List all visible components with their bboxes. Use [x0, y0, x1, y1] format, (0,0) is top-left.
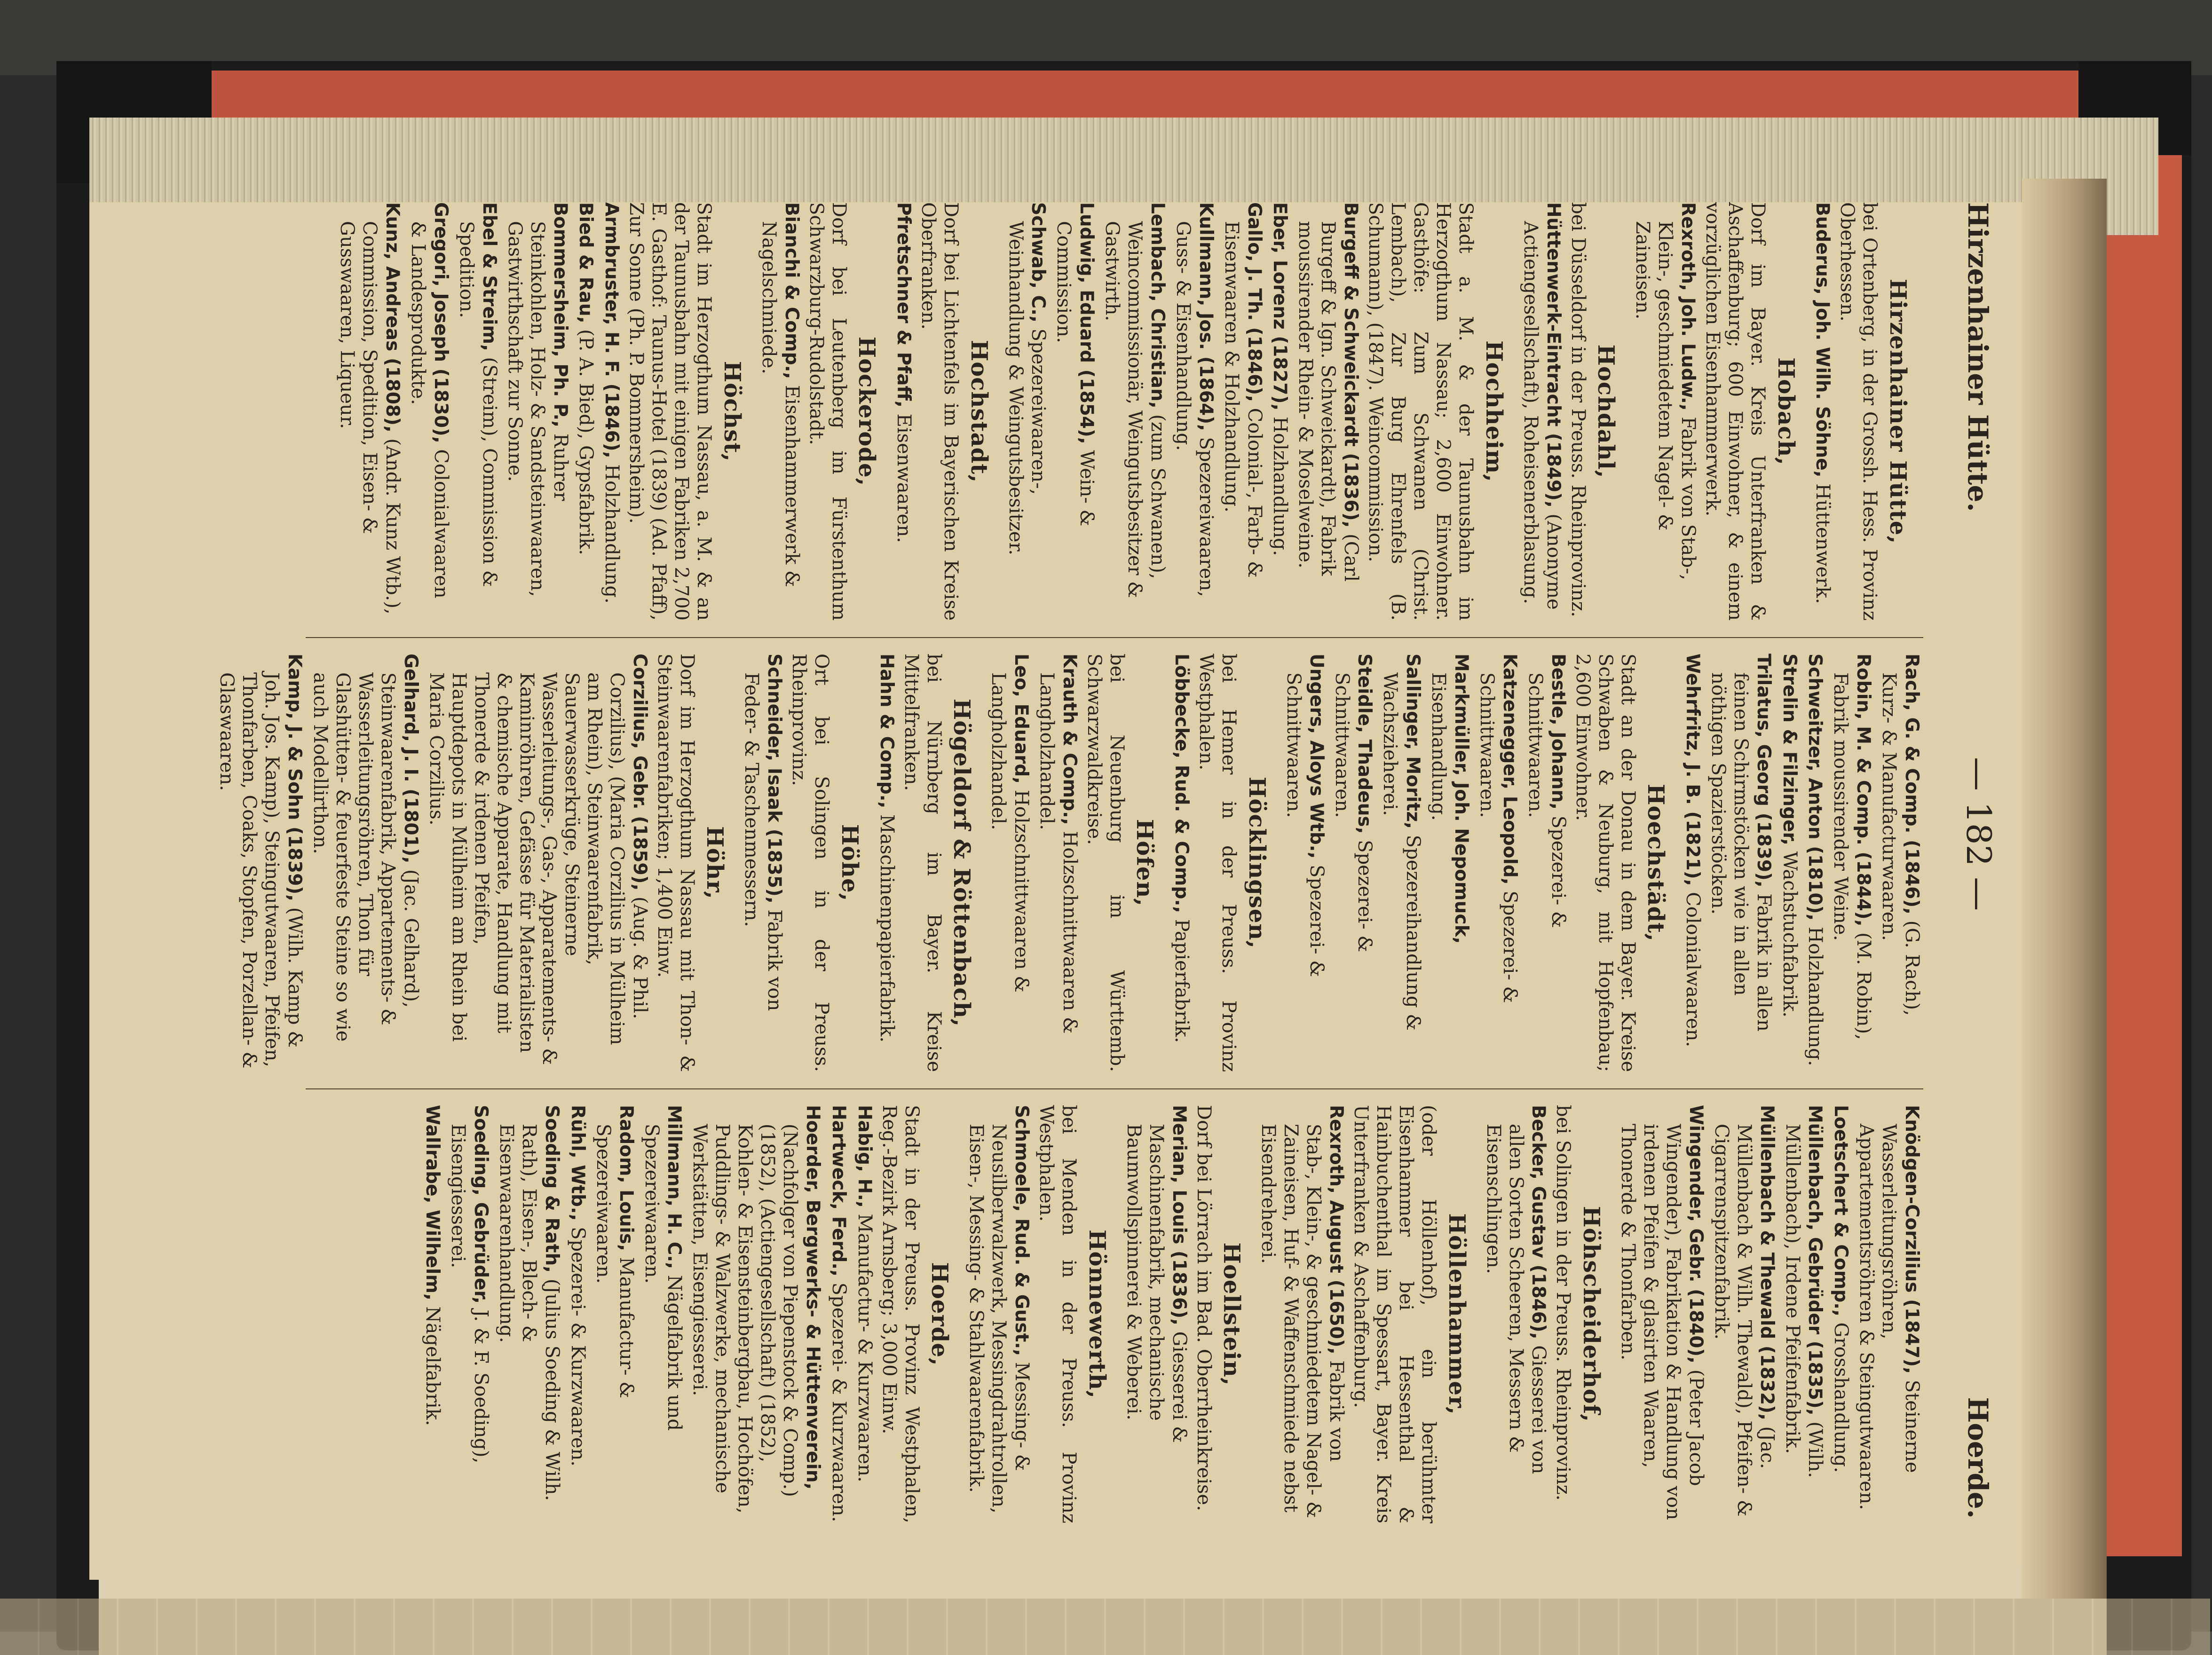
directory-entry: [1122, 1105, 1191, 1523]
page-number: — 182 —: [1959, 757, 1999, 911]
entry-text: (Julius Soeding & Wilh. Rath), Eisen-, Blech- & Eisenwaarenhandlung.: [496, 1124, 563, 1501]
entry-text: Holzhandlung.: [1804, 921, 1826, 1066]
entry-name: Schmoele, Rud. & Gust.,: [1011, 1105, 1033, 1356]
entry-text: Nägelfabrik.: [422, 1300, 444, 1426]
printed-text-area: [155, 202, 2017, 1556]
entry-text: Fabrik von Stab-, Klein-, geschmiedetem Nagel- & Zaineisen.: [1632, 221, 1699, 581]
place-description: Dorf im Bayer. Kreis Unterfranken & Aschaffenburg; 600 Einwohner, & einem vorzüglichen Eisenhammerwerk.: [1702, 202, 1769, 621]
entry-text: (Nachfolger von Piepenstock & Comp.) (1852), (Actiengesellschaft) (1852), Kohlen- & Eisensteinbergbau, Hochöfen, Puddlings- & Walzwerke, mechanische Werkstätten, Eisengiesserei.: [689, 1124, 801, 1514]
directory-entry: [827, 1105, 850, 1523]
directory-entry: [309, 654, 422, 1072]
entry-text: (Wilh. Kamp & Joh. Jos. Kamp), Steingutwaaren, Pfeifen, Thonfarben, Coaks, Stopfen, Porzellan- & Glaswaaren.: [216, 672, 306, 1069]
entry-text: (zum Schwanen), Weincommissionär, Weingutsbesitzer & Gastwirth.: [1101, 221, 1169, 598]
entry-text: Giesserei von allen Sorten Scheeren, Messern & Eisenschlingen.: [1482, 1124, 1550, 1474]
directory-entry: [495, 1105, 563, 1523]
entry-text: Wachstuchfabrik.: [1778, 845, 1801, 1017]
directory-entry: [1004, 202, 1050, 621]
entry-text: (M. Robin), Fabrik moussirender Weine.: [1830, 672, 1875, 1040]
place-description: bei Menden in der Preuss. Provinz Westphalen.: [1035, 1105, 1080, 1523]
directory-entry: [1519, 202, 1565, 621]
entry-name: Knödgen-Corzilius (1847),: [1901, 1105, 1922, 1374]
header-left-keyword: Hirzenhainer Hütte.: [1962, 202, 1994, 512]
entry-name: Gregori, Joseph (1830),: [430, 202, 452, 443]
directory-entry: [1476, 654, 1521, 1072]
text-column-3: [419, 1105, 1923, 1523]
text-column-2: [213, 654, 1924, 1072]
entry-name: Bied & Rau,: [575, 202, 597, 323]
directory-entry: [740, 654, 786, 1072]
place-heading: Hochdahl,: [1593, 344, 1620, 479]
directory-entry: [421, 1105, 444, 1523]
entry-name: Wallrabe, Wilhelm,: [422, 1105, 443, 1300]
directory-entry: [1681, 654, 1704, 1072]
directory-entry: [1710, 1105, 1778, 1523]
entry-name: Krauth & Comp.,: [1059, 654, 1080, 825]
entry-name: Ludwig, Eduard (1854),: [1076, 202, 1098, 444]
directory-entry: [1781, 1105, 1827, 1523]
entry-name: Rexroth, Joh. Ludw.,: [1677, 202, 1699, 411]
entry-name: Soeding, Gebrüder,: [470, 1105, 492, 1304]
directory-entry: [1855, 1105, 1923, 1523]
entry-text: (Aug. & Phil. Corzilius), (Maria Corzilius in Mülheim am Rhein), Steinwaarenfabrik, Sauerwasserkrüge, Steinerne Wasserleitungs-, Gas-, Apparatements- & Kaminröhren, Gefässe für Materialisten & chemische Apparate, Handlung mit Thonerde & irdenen Pfeifen, Hauptdepots in Mülheim am Rhein bei Maria Corzilius.: [426, 672, 651, 1065]
place-heading: Hönnewerth,: [1083, 1229, 1110, 1399]
entry-name: Bianchi & Comp.,: [781, 202, 802, 379]
entry-name: Hoerder, Bergwerks- & Hüttenverein,: [802, 1105, 824, 1490]
place-heading: Hochstadt,: [965, 339, 992, 483]
column-rule-1: [306, 637, 1923, 638]
place-heading: Hirzenhainer Hütte,: [1885, 278, 1911, 544]
entry-name: Rach, G. & Comp. (1846),: [1901, 654, 1922, 914]
entry-name: Eber, Lorenz (1827),: [1269, 202, 1291, 411]
page-stack-bottom: [0, 1599, 2210, 1655]
directory-entry: [640, 1105, 686, 1523]
entry-text: Wein- & Commission.: [1053, 221, 1098, 527]
entry-name: Loetschert & Comp.,: [1830, 1105, 1852, 1316]
place-heading: Höhe,: [836, 824, 863, 902]
entry-name: Katzenegger, Leopold,: [1499, 654, 1520, 885]
entry-text: Colonial-, Farb- & Eisenwaaren & Holzhandlung.: [1220, 221, 1265, 578]
directory-entry: [875, 654, 898, 1072]
entry-name: Müllenbach & Thewald (1832),: [1756, 1105, 1778, 1420]
entry-name: Armbruster, H. F. (1846),: [601, 202, 623, 458]
entry-name: Ungers, Aloys Wtb.,: [1305, 654, 1327, 859]
entry-name: Rexroth, August (1650),: [1326, 1105, 1347, 1355]
entry-name: Hüttenwerk-Eintracht (1849),: [1542, 202, 1564, 508]
directory-entry: [1379, 654, 1424, 1072]
directory-entry: [1829, 1105, 1852, 1523]
place-description: Dorf im Herzogthum Nassau mit Thon- & Steinwaarenfabriken; 1,400 Einw.: [653, 654, 698, 1072]
entry-text: Fabrik von Feder- & Taschenmessern.: [741, 672, 786, 1011]
directory-entry: [1617, 1105, 1707, 1523]
entry-name: Pfretschner & Pfaff,: [893, 202, 915, 408]
directory-entry: [1804, 654, 1827, 1072]
entry-name: Gallo, J. Th. (1846),: [1243, 202, 1265, 402]
directory-entry: [688, 1105, 824, 1523]
place-heading: Höfen,: [1131, 819, 1158, 907]
entry-name: Müllenbach, Gebrüder (1835),: [1804, 1105, 1826, 1416]
directory-entry: [1811, 202, 1834, 621]
entry-text: Colonialwaaren.: [1682, 886, 1704, 1048]
directory-entry: [1482, 1105, 1550, 1523]
place-heading: Hochheim,: [1480, 340, 1507, 482]
entry-text: Steinerne Wasserleitungsröhren, Appartementsröhren & Steingutwaaren.: [1856, 1124, 1923, 1510]
entry-name: Steidle, Thadeus,: [1354, 654, 1375, 834]
directory-entry: [1294, 202, 1362, 621]
entry-text: Giesserei & Maschinenfabrik, mechanische Baumwollspinnerei & Weberei.: [1122, 1124, 1190, 1443]
entry-text: Nägelfabrik und Spezereiwaaren.: [640, 1124, 686, 1431]
place-heading: Högeldorf & Röttenbach,: [948, 698, 975, 1027]
entry-text: Holzschnittwaaren & Langholzhandel.: [988, 672, 1033, 993]
entry-text: (Anonyme Actiengesellschaft), Roheisenerblasung.: [1519, 221, 1564, 610]
entry-text: Holzhandlung.: [601, 458, 623, 604]
entry-text: (G. Rach), Kurz- & Manufacturwaaren.: [1878, 672, 1923, 1016]
entry-text: (P. A. Bied), Gypsfabrik.: [575, 323, 597, 555]
place-description: Dorf bei Lörrach im Bad. Oberrheinkreise.: [1193, 1105, 1215, 1511]
entry-name: Sallinger, Moritz,: [1402, 654, 1424, 829]
place-heading: Hoechstädt,: [1643, 784, 1669, 942]
place-heading: Höchst,: [719, 361, 745, 462]
page-gutter: [2022, 179, 2107, 1599]
entry-name: Leo, Eduard,: [1011, 654, 1032, 784]
place-heading: Höhr,: [702, 826, 728, 899]
entry-name: Kamp, J. & Sohn (1839),: [284, 654, 306, 901]
entry-name: Bestle, Johann,: [1547, 654, 1569, 810]
directory-entry: [504, 202, 572, 621]
entry-name: Rühl, Wtb.,: [567, 1105, 588, 1221]
place-heading: Hobach,: [1772, 357, 1799, 465]
place-description: bei Hemer in der Preuss. Provinz Westphalen.: [1195, 654, 1240, 1072]
place-description: bei Ortenberg, in der Grossh. Hess. Provinz Oberhessen.: [1836, 202, 1881, 621]
entry-text: Ruhrer Steinkohlen, Holz- & Sandsteinwaaren, Gastwirthschaft zur Sonne.: [504, 221, 571, 597]
entry-text: (Andr. Kunz Wtb.), Commission, Spedition, Eisen- & Gusswaaren, Liqueur.: [336, 221, 404, 615]
entry-name: Ebel & Streim,: [478, 202, 500, 351]
directory-entry: [1829, 654, 1875, 1072]
entry-text: Holzschnittwaaren & Langholzhandel.: [1036, 672, 1081, 1034]
entry-name: Habig, H.,: [853, 1105, 875, 1208]
entry-name: Radom, Louis,: [615, 1105, 637, 1251]
entry-name: Lembach, Christian,: [1147, 202, 1169, 409]
directory-entry: [1631, 202, 1699, 621]
entry-text: Spezerei- & Schnittwaaren.: [1476, 672, 1521, 1003]
entry-name: Wehrfritz, J. B. (1821),: [1682, 654, 1704, 886]
place-heading: Hoerde,: [926, 1262, 953, 1366]
directory-entry: [600, 202, 623, 621]
entry-text: Grosshandlung.: [1830, 1316, 1852, 1473]
entry-name: Becker, Gustav (1846),: [1528, 1105, 1549, 1340]
entry-name: Schneider, Isaak (1835),: [764, 654, 785, 904]
directory-entry: [892, 202, 915, 621]
directory-entry: [1427, 654, 1473, 1072]
entry-name: Hahn & Comp.,: [876, 654, 897, 809]
entry-text: Fabrik von Stab-, Klein-, & geschmiedetem Nagel- & Zaineisen, Huf- & Waffenschmiede nebst Eisendreherei.: [1257, 1124, 1348, 1518]
entry-text: Spezerei- & Schnittwaaren.: [1331, 672, 1376, 953]
entry-text: (Streim), Commission & Spedition.: [456, 221, 500, 587]
place-description: bei Nürnberg im Bayer. Kreise Mittelfranken.: [900, 654, 945, 1072]
entry-text: Fabrik in allen feinen Schirmstöcken wie in allen nöthigen Spazierstöcken.: [1707, 672, 1775, 1032]
directory-entry: [407, 202, 452, 621]
entry-text: (Peter Jacob Wingender), Fabrikation & Handlung von irdenen Pfeifen & glasirten Waaren, Thonerde & Thonfarben.: [1617, 1124, 1707, 1520]
directory-entry: [575, 202, 598, 621]
entry-name: Buderus, Joh. Wilh. Söhne,: [1812, 202, 1833, 478]
place-heading: Höhscheiderhof,: [1578, 1206, 1605, 1422]
place-description: bei Düsseldorf in der Preuss. Rheinprovinz.: [1567, 202, 1589, 617]
place-description: Dorf bei Leutenberg im Fürstenthum Schwarzburg-Rudolstadt.: [805, 202, 850, 621]
directory-entry: [1220, 202, 1266, 621]
entry-text: (Jac. Müllenbach & Wilh. Thewald), Pfeifen- & Cigarrenspitzenfabrik.: [1710, 1124, 1778, 1517]
entry-text: J. & F. Soeding), Eisengiesserei.: [447, 1124, 492, 1464]
text-column-1: [333, 202, 1924, 621]
directory-entry: [1778, 654, 1801, 1072]
directory-entry: [1172, 202, 1217, 621]
directory-entry: [216, 654, 307, 1072]
place-description: Stadt in der Preuss. Provinz Westphalen, Reg.-Bezirk Arnsberg; 3,000 Einw.: [878, 1105, 923, 1523]
entry-text: Manufactur- & Kurzwaaren.: [853, 1207, 876, 1482]
entry-name: Schweitzer, Anton (1810),: [1804, 654, 1826, 921]
entry-text: Spezereiwaaren-, Weinhandlung & Weingutsbesitzer.: [1004, 221, 1050, 555]
directory-entry: [1257, 1105, 1348, 1523]
entry-name: Soeding & Rath,: [541, 1105, 563, 1273]
directory-entry: [1101, 202, 1169, 621]
entry-text: Colonialwaaren & Landesprodukte.: [407, 221, 452, 599]
entry-text: Spezerei- & Kurzwaaren.: [567, 1221, 589, 1466]
directory-entry: [1052, 202, 1098, 621]
directory-entry: [447, 1105, 492, 1523]
entry-text: (Jac. Gelhard), Steinwaarenfabrik, Appartements- & Wasserleitungsröhren, Thon für Glashütten- & feuerfeste Steine so wie auch Modellirthon.: [309, 672, 422, 1042]
entry-name: Burgeff & Schweickardt (1836),: [1340, 202, 1362, 528]
place-heading: Hoellstein,: [1218, 1242, 1245, 1386]
entry-text: Eisenwaaren.: [893, 407, 915, 543]
entry-name: Schwab, C.,: [1027, 202, 1049, 323]
directory-entry: [1269, 202, 1292, 621]
directory-entry: [592, 1105, 638, 1523]
entry-text: Spezerei- & Schnittwaaren.: [1282, 672, 1327, 977]
directory-entry: [1524, 654, 1570, 1072]
place-description: Dorf bei Lichtenfels im Bayerischen Kreise Oberfranken.: [917, 202, 962, 621]
header-right-keyword: Hoerde.: [1962, 1397, 1994, 1519]
directory-entry: [1331, 654, 1376, 1072]
entry-text: Eisenhammerwerk & Nagelschmiede.: [758, 221, 803, 587]
place-description: bei Solingen in der Preuss. Rheinprovinz.: [1552, 1105, 1574, 1501]
place-description: bei Neuenburg im Württemb. Schwarzwaldkreise.: [1083, 654, 1128, 1072]
entry-text: Manufactur- & Spezereiwaaren.: [592, 1124, 637, 1398]
entry-text: Holzhandlung.: [1269, 410, 1291, 556]
directory-entry: [566, 1105, 589, 1523]
entry-name: Kunz, Andreas (1808),: [382, 202, 403, 433]
entry-name: Millmann, H. C.,: [664, 1105, 685, 1269]
entry-text: Hüttenwerk.: [1812, 477, 1834, 604]
place-description: Stadt im Herzogthum Nassau, a. M. & an der Taunusbahn mit einigen Fabriken 2,700 E. Gasthof: Taunus-Hotel (1839) (Ad. Pfaff), Zur Sonne (Ph. P. Bommersheim).: [625, 202, 715, 621]
entry-name: Robin, M. & Comp. (1844),: [1853, 654, 1874, 927]
directory-entry: [1707, 654, 1775, 1072]
directory-entry: [965, 1105, 1033, 1523]
column-rule-2: [306, 1088, 1923, 1089]
entry-name: Gelhard, J. I. (1801),: [400, 654, 422, 864]
directory-entry: [1170, 654, 1193, 1072]
entry-text: (Wilh. Müllenbach), Irdene Pfeifenfabrik.: [1781, 1124, 1826, 1478]
place-description: Stadt a. M. & der Taunusbahn im Herzogthum Nassau; 2,600 Einwohner. Gasthöfe: Zum Schwanen (Christ. Lembach), Zur Burg Ehrenfels (B. Schumann), (1847). Weincommission.: [1365, 202, 1477, 621]
directory-entry: [1282, 654, 1328, 1072]
entry-text: Spezereiwaaren, Guss- & Eisenhandlung.: [1172, 221, 1217, 597]
directory-entry: [758, 202, 803, 621]
entry-text: Spezerei- & Schnittwaaren.: [1524, 672, 1569, 928]
running-header: [1942, 202, 1999, 1556]
entry-name: Merian, Louis (1836),: [1168, 1105, 1190, 1325]
place-description: (oder Höllenhof), ein berühmter Eisenhammer bei Hessenthal & Hainbuchenthal im Spessart, Bayer. Kreis Unterfranken & Aschaffenburg.: [1350, 1105, 1440, 1523]
directory-entry: [455, 202, 501, 621]
place-description: Stadt an der Donau in dem Bayer. Kreise Schwaben & Neuburg, mit Hopfenbau; 2,600 Einwohner.: [1572, 654, 1639, 1072]
entry-name: Strelin & Filzinger,: [1778, 654, 1800, 845]
directory-entry: [1878, 654, 1923, 1072]
directory-entry: [853, 1105, 876, 1523]
entry-text: (Carl Burgeff & Ign. Schweickardt), Fabrik moussirender Rhein- & Moselweine.: [1295, 221, 1362, 582]
directory-entry: [336, 202, 404, 621]
entry-name: Corzilius, Gebr. (1859),: [629, 654, 650, 891]
place-heading: Hockerode,: [853, 336, 880, 487]
entry-name: Bommersheim, Ph. P.,: [549, 202, 571, 428]
entry-text: Papierfabrik.: [1171, 913, 1193, 1043]
entry-name: Markmüller, Joh. Nepomuck,: [1451, 654, 1472, 944]
entry-name: Hartweck, Ferd.,: [828, 1105, 850, 1277]
place-description: Ort bei Solingen in der Preuss. Rheinprovinz.: [788, 654, 833, 1072]
entry-text: Spezerei- & Kurzwaaren.: [828, 1277, 850, 1522]
directory-entry: [1035, 654, 1081, 1072]
entry-name: Kullmann, Jos. (1864),: [1195, 202, 1217, 431]
place-heading: Höcklingsen,: [1243, 777, 1270, 949]
entry-text: Eisenhandlung.: [1428, 672, 1450, 821]
entry-text: Maschinenpapierfabrik.: [876, 808, 898, 1043]
entry-name: Löbbecke, Rud. & Comp.,: [1171, 654, 1193, 914]
entry-name: Trilatus, Georg (1839),: [1753, 654, 1774, 888]
entry-text: Messing- & Neusilberwalzwerk, Messingdrahtrollen, Eisen-, Messing- & Stahlwaarenfabrik.: [965, 1124, 1033, 1513]
directory-entry: [987, 654, 1033, 1072]
entry-text: Spezereihandlung & Wachszieherei.: [1379, 672, 1424, 1031]
directory-entry: [425, 654, 651, 1072]
place-heading: Höllenhammer,: [1443, 1213, 1470, 1415]
entry-name: Wingender, Gebr. (1840),: [1685, 1105, 1706, 1363]
